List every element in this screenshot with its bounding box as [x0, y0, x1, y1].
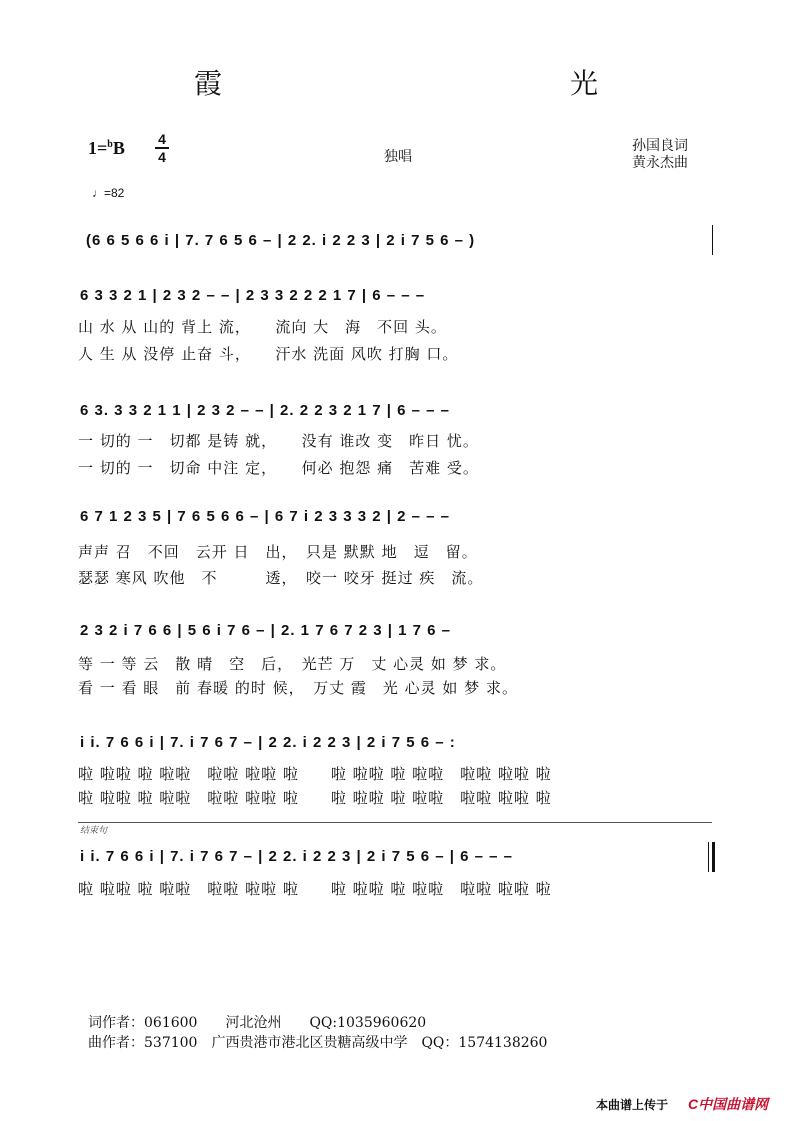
final-barline-thick: [712, 842, 715, 872]
time-signature: [155, 132, 169, 164]
line5-lyric-verse2: 啦 啦啦 啦 啦啦 啦啦 啦啦 啦 啦 啦啦 啦 啦啦 啦啦 啦啦 啦: [78, 789, 552, 807]
intro-notes: (6 6 5 6 6 i | 7. 7 6 5 6 – | 2 2. i 2 2 3 | 2 i 7 5 6 – ): [86, 232, 476, 249]
line6-lyric: 啦 啦啦 啦 啦啦 啦啦 啦啦 啦 啦 啦啦 啦 啦啦 啦啦 啦啦 啦: [78, 880, 552, 898]
lyricist-credit: 孙国良词: [632, 138, 688, 154]
ending-label: 结束句: [80, 826, 108, 836]
line1-lyric-verse2: 人 生 从 没停 止奋 斗， 汗水 洗面 风吹 打胸 口。: [78, 345, 459, 363]
line4-lyric-verse1: 等 一 等 云 散 晴 空 后， 光芒 万 丈 心灵 如 梦 求。: [78, 655, 507, 673]
logo-text: 中国曲谱网: [698, 1096, 769, 1112]
line5-lyric-verse1: 啦 啦啦 啦 啦啦 啦啦 啦啦 啦 啦 啦啦 啦 啦啦 啦啦 啦啦 啦: [78, 765, 552, 783]
upload-note: 本曲谱上传于: [596, 1098, 669, 1112]
line2-lyric-verse2: 一 切的 一 切命 中注 定， 何必 抱怨 痛 苦难 受。: [78, 459, 479, 477]
footer-composer: 曲作者：537100 广西贵港市港北区贵糖高级中学 QQ：1574138260: [88, 1035, 548, 1051]
line3-lyric-verse1: 声声 召 不回 云开 日 出， 只是 默默 地 逗 留。: [78, 543, 478, 561]
line1-notes: 6 3 3 2 1 | 2 3 2 – – | 2 3 3 2 2 2 1 7 | 6 – – –: [80, 287, 426, 304]
line3-notes: 6 7 1 2 3 5 | 7 6 5 6 6 – | 6 7 i 2 3 3 3 2 | 2 – – –: [80, 508, 450, 525]
logo-mark: C: [688, 1096, 699, 1112]
final-barline-thin: [708, 842, 709, 872]
site-logo: [688, 1094, 768, 1114]
composer-credit: 黄永杰曲: [632, 155, 688, 171]
line4-lyric-verse2: 看 一 看 眼 前 春暖 的时 候， 万丈 霞 光 心灵 如 梦 求。: [78, 679, 518, 697]
line1-lyric-verse1: 山 水 从 山的 背上 流， 流向 大 海 不回 头。: [78, 318, 447, 336]
key-signature: [88, 138, 125, 159]
line2-lyric-verse1: 一 切的 一 切都 是铸 就， 没有 谁改 变 昨日 忧。: [78, 432, 479, 450]
line5-notes: i i. 7 6 6 i | 7. i 7 6 7 – | 2 2. i 2 2 3 | 2 i 7 5 6 – :: [80, 734, 456, 751]
line6-notes: i i. 7 6 6 i | 7. i 7 6 7 – | 2 2. i 2 2 3 | 2 i 7 5 6 – | 6 – – –: [80, 848, 514, 865]
ending-bracket: [78, 822, 712, 823]
time-top: 4: [158, 131, 166, 147]
credits: [632, 138, 688, 172]
performance-type: 独唱: [384, 149, 412, 165]
key-prefix: 1=: [88, 138, 108, 158]
song-title: 霞 光: [193, 67, 758, 100]
line2-notes: 6 3. 3 3 2 1 1 | 2 3 2 – – | 2. 2 2 3 2 1 7 | 6 – – –: [80, 402, 450, 419]
intro-end-barline: [712, 225, 713, 255]
key-note: B: [112, 138, 125, 158]
line4-notes: 2 3 2 i 7 6 6 | 5 6 i 7 6 – | 2. 1 7 6 7 2 3 | 1 7 6 –: [80, 622, 451, 639]
tempo-marking: ♩=82: [92, 186, 125, 200]
line3-lyric-verse2: 瑟瑟 寒风 吹他 不 透， 咬一 咬牙 挺过 疾 流。: [78, 569, 484, 587]
flat-sign: b: [107, 139, 113, 150]
footer-lyricist: 词作者：061600 河北沧州 QQ:1035960620: [88, 1015, 427, 1031]
time-bottom: 4: [158, 149, 166, 165]
